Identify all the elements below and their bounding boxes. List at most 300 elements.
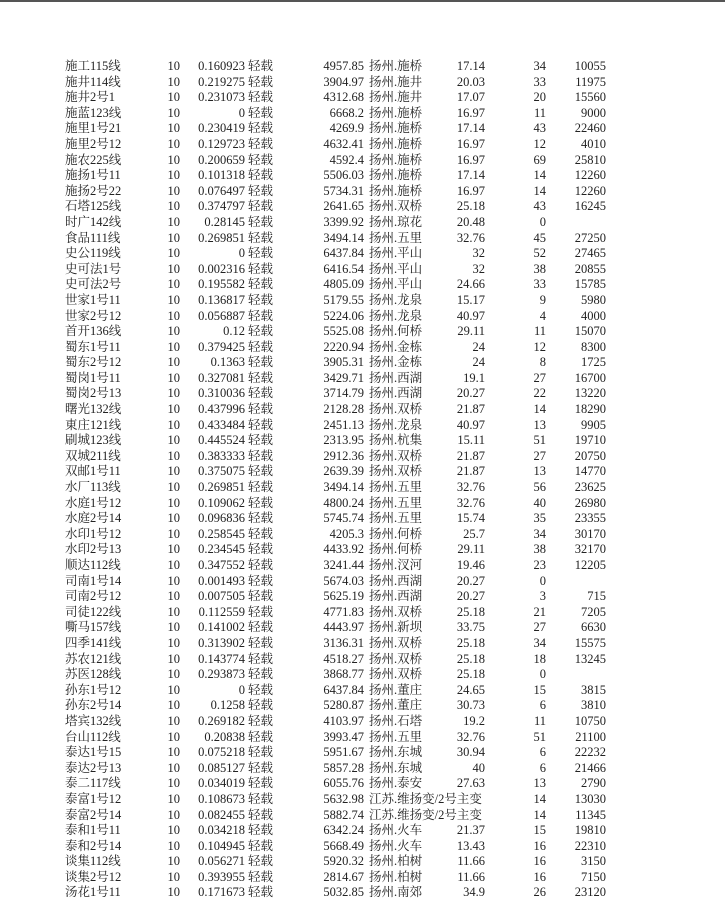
- cell-distance: 5951.67: [323, 745, 364, 760]
- cell-line-name: 孙东2号14: [65, 698, 122, 713]
- cell-line-name: 施扬1号11: [65, 168, 121, 183]
- cell-value-a: 20.27: [456, 386, 485, 401]
- cell-load-rate: 0.231073: [198, 90, 245, 105]
- cell-capacity: 10055: [574, 59, 606, 73]
- cell-line-name: 台山112线: [65, 729, 121, 744]
- cell-load-status: 轻载: [248, 386, 274, 401]
- cell-line-name: 四季141线: [65, 635, 122, 650]
- cell-load-rate: 0.034218: [198, 823, 245, 838]
- cell-substation: 扬州.施井: [369, 90, 423, 105]
- cell-capacity: 4000: [581, 308, 606, 323]
- cell-line-name: 时广142线: [65, 214, 122, 229]
- cell-load-status: 轻载: [248, 183, 274, 198]
- cell-voltage: 10: [167, 136, 180, 151]
- cell-line-name: 施扬2号22: [65, 183, 122, 198]
- cell-line-name: 谈集2号12: [65, 869, 122, 884]
- cell-capacity: 25810: [574, 152, 606, 167]
- table-row: [0, 464, 725, 480]
- cell-load-status: 轻载: [248, 214, 274, 229]
- cell-load-status: 轻载: [248, 121, 274, 136]
- cell-value-a: 32: [472, 261, 485, 276]
- cell-substation: 扬州.平山: [369, 261, 423, 276]
- cell-line-name: 水庭2号14: [65, 511, 122, 526]
- cell-line-name: 蜀岗1号11: [65, 370, 121, 385]
- cell-value-a: 20.27: [456, 589, 485, 604]
- cell-substation: 扬州.龙泉: [369, 308, 423, 323]
- cell-count: 14: [533, 807, 546, 822]
- cell-distance: 2912.36: [323, 448, 364, 463]
- cell-distance: 5668.49: [323, 838, 364, 853]
- cell-substation: 扬州.双桥: [369, 635, 423, 650]
- cell-load-status: 轻载: [248, 417, 274, 432]
- cell-distance: 2641.65: [323, 199, 364, 214]
- cell-substation: 扬州.双桥: [369, 667, 423, 682]
- cell-capacity: 32170: [574, 542, 606, 557]
- cell-count: 26: [533, 885, 546, 900]
- table-row: [0, 277, 725, 293]
- cell-line-name: 水庭1号12: [65, 495, 122, 510]
- cell-load-status: 轻载: [248, 542, 274, 557]
- cell-load-rate: 0.096836: [198, 511, 245, 526]
- cell-load-status: 轻载: [248, 651, 274, 666]
- cell-load-rate: 0.034019: [198, 776, 245, 791]
- cell-load-status: 轻载: [248, 90, 274, 105]
- cell-line-name: 泰富1号12: [65, 791, 122, 806]
- cell-distance: 4443.97: [323, 620, 364, 635]
- cell-capacity: 3810: [581, 698, 606, 713]
- table-row: [0, 761, 725, 777]
- cell-substation: 扬州.双桥: [369, 402, 423, 417]
- cell-line-name: 苏医128线: [65, 667, 122, 682]
- cell-distance: 5674.03: [323, 573, 364, 588]
- cell-load-status: 轻载: [248, 324, 274, 339]
- cell-voltage: 10: [167, 558, 180, 572]
- cell-voltage: 10: [167, 214, 180, 229]
- cell-value-a: 25.18: [456, 651, 485, 666]
- cell-voltage: 10: [167, 105, 180, 120]
- cell-distance: 3494.14: [323, 480, 364, 495]
- cell-voltage: 10: [167, 620, 180, 635]
- table-row: [0, 371, 725, 387]
- table-row: [0, 215, 725, 231]
- cell-capacity: 11345: [575, 807, 606, 822]
- cell-load-status: 轻载: [248, 230, 274, 245]
- cell-distance: 2639.39: [323, 464, 364, 479]
- cell-value-a: 16.97: [456, 183, 485, 198]
- cell-count: 21: [533, 604, 546, 619]
- cell-substation: 扬州.西湖: [369, 589, 423, 604]
- cell-value-a: 19.1: [463, 370, 485, 385]
- cell-voltage: 10: [167, 74, 180, 89]
- cell-value-a: 24: [472, 355, 485, 370]
- cell-substation: 扬州.双桥: [369, 199, 423, 214]
- cell-count: 0: [539, 573, 546, 588]
- cell-voltage: 10: [167, 386, 180, 401]
- cell-count: 15: [533, 682, 546, 697]
- cell-substation: 扬州.龙泉: [369, 292, 423, 307]
- cell-value-a: 11.66: [457, 854, 485, 869]
- table-row: [0, 558, 725, 574]
- cell-line-name: 刷城123线: [65, 433, 122, 448]
- cell-voltage: 10: [167, 651, 180, 666]
- cell-value-a: 32.76: [456, 230, 485, 245]
- cell-line-name: 双城211线: [65, 448, 121, 463]
- cell-line-name: 曙光132线: [65, 402, 122, 417]
- cell-value-a: 32.76: [456, 480, 485, 495]
- cell-distance: 6416.54: [323, 261, 364, 276]
- cell-voltage: 10: [167, 152, 180, 167]
- cell-count: 0: [539, 214, 546, 229]
- table-row: [0, 776, 725, 792]
- cell-capacity: 8300: [581, 339, 606, 354]
- cell-substation: 扬州.施桥: [369, 121, 423, 136]
- cell-load-status: 轻载: [248, 776, 274, 791]
- cell-load-rate: 0.20838: [204, 729, 245, 744]
- cell-capacity: 13030: [574, 791, 606, 806]
- cell-substation: 扬州.平山: [369, 277, 423, 292]
- cell-load-rate: 0.141002: [198, 620, 245, 635]
- cell-voltage: 10: [167, 448, 180, 463]
- cell-line-name: 司南1号14: [65, 573, 122, 588]
- cell-substation: 扬州.五里: [369, 729, 423, 744]
- cell-count: 56: [533, 480, 546, 495]
- cell-load-status: 轻载: [248, 589, 274, 604]
- cell-value-a: 13.43: [456, 838, 485, 853]
- cell-load-rate: 0.269851: [198, 480, 245, 495]
- cell-value-a: 19.2: [463, 713, 485, 728]
- cell-voltage: 10: [167, 168, 180, 183]
- cell-load-rate: 0.056271: [198, 854, 245, 869]
- cell-count: 14: [533, 791, 546, 806]
- cell-capacity: 15575: [574, 635, 606, 650]
- table-row: [0, 605, 725, 621]
- cell-value-a: 25.18: [456, 635, 485, 650]
- cell-substation: 扬州.石塔: [369, 713, 423, 728]
- cell-load-status: 轻载: [248, 791, 274, 806]
- cell-value-a: 15.11: [457, 433, 485, 448]
- cell-value-a: 30.94: [456, 745, 485, 760]
- cell-load-rate: 0.258545: [198, 526, 245, 541]
- table-row: [0, 90, 725, 106]
- cell-load-status: 轻载: [248, 604, 274, 619]
- cell-voltage: 10: [167, 292, 180, 307]
- cell-line-name: 司徒122线: [65, 604, 122, 619]
- table-row: [0, 168, 725, 184]
- cell-load-status: 轻载: [248, 246, 274, 261]
- cell-load-rate: 0.112559: [198, 604, 245, 619]
- cell-capacity: 21466: [574, 760, 606, 775]
- cell-count: 69: [533, 152, 546, 167]
- cell-count: 14: [533, 402, 546, 417]
- table-row: [0, 433, 725, 449]
- table-row: [0, 511, 725, 527]
- cell-substation: 扬州.何桥: [369, 324, 423, 339]
- cell-load-rate: 0.230419: [198, 121, 245, 136]
- cell-capacity: 23355: [574, 511, 606, 526]
- cell-load-rate: 0: [238, 682, 245, 697]
- cell-distance: 5857.28: [323, 760, 364, 775]
- cell-voltage: 10: [167, 854, 180, 869]
- cell-substation: 扬州.施桥: [369, 152, 423, 167]
- cell-value-a: 16.97: [456, 152, 485, 167]
- cell-count: 34: [533, 635, 546, 650]
- cell-substation: 扬州.柏树: [369, 854, 423, 869]
- cell-load-status: 轻载: [248, 402, 274, 417]
- cell-load-status: 轻载: [248, 823, 274, 838]
- cell-substation: 扬州.施桥: [369, 168, 423, 183]
- cell-distance: 5625.19: [323, 589, 364, 604]
- table-row: [0, 480, 725, 496]
- cell-load-rate: 0.28145: [204, 214, 245, 229]
- cell-count: 27: [533, 620, 546, 635]
- cell-count: 33: [533, 277, 546, 292]
- cell-distance: 5734.31: [323, 183, 364, 198]
- cell-capacity: 15560: [574, 90, 606, 105]
- cell-load-status: 轻载: [248, 59, 274, 73]
- cell-line-name: 司南2号12: [65, 589, 122, 604]
- cell-count: 12: [533, 339, 546, 354]
- cell-line-name: 双邮1号11: [65, 464, 121, 479]
- cell-value-a: 29.11: [457, 324, 485, 339]
- cell-load-status: 轻载: [248, 869, 274, 884]
- cell-capacity: 10750: [574, 713, 606, 728]
- cell-value-a: 33.75: [456, 620, 485, 635]
- table-row: [0, 153, 725, 169]
- cell-value-a: 21.87: [456, 464, 485, 479]
- cell-voltage: 10: [167, 261, 180, 276]
- cell-value-a: 17.07: [456, 90, 485, 105]
- cell-count: 33: [533, 74, 546, 89]
- table-row: [0, 184, 725, 200]
- cell-count: 13: [533, 776, 546, 791]
- cell-substation: 扬州.施桥: [369, 59, 423, 73]
- cell-line-name: 水印2号13: [65, 542, 122, 557]
- cell-voltage: 10: [167, 526, 180, 541]
- cell-distance: 3241.44: [323, 558, 364, 572]
- table-row: [0, 340, 725, 356]
- cell-value-a: 40: [472, 760, 485, 775]
- table-row: [0, 808, 725, 824]
- cell-count: 16: [533, 854, 546, 869]
- cell-value-a: 27.63: [456, 776, 485, 791]
- cell-load-status: 轻载: [248, 433, 274, 448]
- cell-load-status: 轻载: [248, 558, 274, 572]
- cell-load-rate: 0.160923: [198, 59, 245, 73]
- cell-line-name: 世家1号11: [65, 292, 121, 307]
- cell-load-rate: 0.234545: [198, 542, 245, 557]
- cell-load-status: 轻载: [248, 339, 274, 354]
- cell-line-name: 施井2号1: [65, 90, 116, 105]
- cell-capacity: 12205: [574, 558, 606, 572]
- cell-capacity: 12260: [574, 168, 606, 183]
- cell-capacity: 16245: [574, 199, 606, 214]
- cell-capacity: 9905: [581, 417, 606, 432]
- cell-substation: 扬州.五里: [369, 511, 423, 526]
- cell-load-status: 轻载: [248, 308, 274, 323]
- cell-load-rate: 0.143774: [198, 651, 245, 666]
- cell-count: 6: [539, 745, 546, 760]
- cell-substation: 江苏.维扬变/2号主变: [369, 807, 482, 822]
- cell-load-rate: 0.075218: [198, 745, 245, 760]
- table-row: [0, 792, 725, 808]
- cell-count: 14: [533, 168, 546, 183]
- cell-capacity: 19810: [574, 823, 606, 838]
- cell-line-name: 施农225线: [65, 152, 122, 167]
- table-row: [0, 870, 725, 886]
- cell-substation: 扬州.董庄: [369, 698, 423, 713]
- table-row: [0, 106, 725, 122]
- cell-voltage: 10: [167, 604, 180, 619]
- cell-capacity: 1725: [581, 355, 606, 370]
- cell-distance: 5506.03: [323, 168, 364, 183]
- cell-substation: 扬州.东城: [369, 760, 423, 775]
- cell-capacity: 4010: [581, 136, 606, 151]
- cell-voltage: 10: [167, 667, 180, 682]
- cell-substation: 扬州.双桥: [369, 448, 423, 463]
- cell-voltage: 10: [167, 370, 180, 385]
- cell-substation: 扬州.西湖: [369, 386, 423, 401]
- cell-load-rate: 0.129723: [198, 136, 245, 151]
- cell-value-a: 29.11: [457, 542, 485, 557]
- table-row: [0, 527, 725, 543]
- cell-count: 11: [533, 324, 546, 339]
- cell-load-rate: 0.001493: [198, 573, 245, 588]
- cell-count: 16: [533, 838, 546, 853]
- cell-value-a: 25.18: [456, 667, 485, 682]
- cell-load-rate: 0.082455: [198, 807, 245, 822]
- cell-voltage: 10: [167, 495, 180, 510]
- cell-count: 12: [533, 136, 546, 151]
- table-row: [0, 262, 725, 278]
- cell-distance: 5882.74: [323, 807, 364, 822]
- table-row: [0, 137, 725, 153]
- cell-distance: 2128.28: [323, 402, 364, 417]
- cell-value-a: 15.74: [456, 511, 485, 526]
- cell-load-rate: 0.379425: [198, 339, 245, 354]
- cell-value-a: 40.97: [456, 308, 485, 323]
- cell-load-rate: 0.056887: [198, 308, 245, 323]
- cell-voltage: 10: [167, 183, 180, 198]
- table-row: [0, 683, 725, 699]
- cell-distance: 4957.85: [323, 59, 364, 73]
- cell-voltage: 10: [167, 246, 180, 261]
- cell-value-a: 34.9: [463, 885, 485, 900]
- cell-load-rate: 0.393955: [198, 869, 245, 884]
- cell-substation: 扬州.金栋: [369, 339, 423, 354]
- cell-load-status: 轻载: [248, 854, 274, 869]
- table-row: [0, 745, 725, 761]
- cell-capacity: 14770: [574, 464, 606, 479]
- cell-distance: 3904.97: [323, 74, 364, 89]
- cell-count: 13: [533, 417, 546, 432]
- cell-capacity: 23120: [574, 885, 606, 900]
- cell-load-rate: 0.313902: [198, 635, 245, 650]
- cell-substation: 扬州.董庄: [369, 682, 423, 697]
- cell-load-rate: 0.269851: [198, 230, 245, 245]
- table-row: [0, 589, 725, 605]
- cell-value-a: 11.66: [457, 869, 485, 884]
- cell-load-status: 轻载: [248, 168, 274, 183]
- table-row: [0, 355, 725, 371]
- cell-count: 35: [533, 511, 546, 526]
- cell-distance: 4771.83: [323, 604, 364, 619]
- cell-line-name: 施工115线: [65, 59, 121, 73]
- cell-line-name: 施里1号21: [65, 121, 122, 136]
- table-row: [0, 854, 725, 870]
- cell-line-name: 首开136线: [65, 324, 122, 339]
- cell-load-status: 轻载: [248, 745, 274, 760]
- cell-voltage: 10: [167, 823, 180, 838]
- cell-load-status: 轻载: [248, 526, 274, 541]
- cell-load-status: 轻载: [248, 448, 274, 463]
- cell-load-status: 轻载: [248, 261, 274, 276]
- cell-voltage: 10: [167, 869, 180, 884]
- cell-capacity: 9000: [581, 105, 606, 120]
- cell-substation: 扬州.何桥: [369, 526, 423, 541]
- table-row: [0, 885, 725, 901]
- cell-value-a: 17.14: [456, 59, 485, 73]
- table-row: [0, 59, 725, 75]
- cell-load-status: 轻载: [248, 713, 274, 728]
- cell-value-a: 21.87: [456, 448, 485, 463]
- cell-load-rate: 0.108673: [198, 791, 245, 806]
- cell-line-name: 水印1号12: [65, 526, 122, 541]
- cell-voltage: 10: [167, 807, 180, 822]
- table-row: [0, 246, 725, 262]
- cell-voltage: 10: [167, 635, 180, 650]
- table-row: [0, 324, 725, 340]
- cell-voltage: 10: [167, 745, 180, 760]
- cell-distance: 2814.67: [323, 869, 364, 884]
- cell-count: 34: [533, 59, 546, 73]
- cell-value-a: 24.65: [456, 682, 485, 697]
- cell-capacity: 7150: [581, 869, 606, 884]
- cell-distance: 2451.13: [323, 417, 364, 432]
- cell-line-name: 塔宾132线: [65, 713, 122, 728]
- cell-count: 15: [533, 823, 546, 838]
- cell-distance: 4312.68: [323, 90, 364, 105]
- cell-load-rate: 0.1258: [210, 698, 245, 713]
- cell-capacity: 30170: [574, 526, 606, 541]
- cell-line-name: 孙东1号12: [65, 682, 122, 697]
- cell-load-rate: 0.12: [223, 324, 245, 339]
- cell-line-name: 泰和2号14: [65, 838, 122, 853]
- cell-value-a: 32.76: [456, 729, 485, 744]
- cell-load-rate: 0.195582: [198, 277, 245, 292]
- data-table: [0, 59, 725, 901]
- table-row: [0, 199, 725, 215]
- cell-load-status: 轻载: [248, 495, 274, 510]
- cell-substation: 扬州.东城: [369, 745, 423, 760]
- cell-capacity: 12260: [574, 183, 606, 198]
- cell-substation: 扬州.龙泉: [369, 417, 423, 432]
- cell-capacity: 3815: [581, 682, 606, 697]
- cell-load-status: 轻载: [248, 760, 274, 775]
- cell-distance: 5920.32: [323, 854, 364, 869]
- cell-substation: 扬州.何桥: [369, 542, 423, 557]
- cell-load-status: 轻载: [248, 511, 274, 526]
- cell-load-rate: 0.347552: [198, 558, 245, 572]
- cell-substation: 扬州.琼花: [369, 214, 423, 229]
- cell-count: 6: [539, 760, 546, 775]
- cell-substation: 扬州.施桥: [369, 183, 423, 198]
- cell-load-status: 轻载: [248, 480, 274, 495]
- cell-distance: 4592.4: [329, 152, 364, 167]
- cell-value-a: 20.48: [456, 214, 485, 229]
- cell-line-name: 汤花1号11: [65, 885, 121, 900]
- cell-capacity: 22232: [574, 745, 606, 760]
- cell-distance: 4103.97: [323, 713, 364, 728]
